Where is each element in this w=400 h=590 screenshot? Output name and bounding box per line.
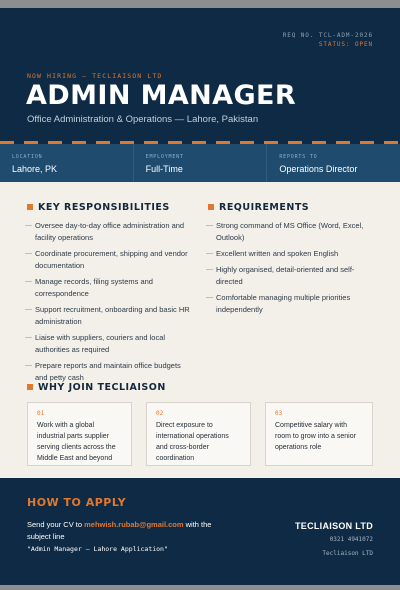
requisition-block xyxy=(283,31,373,49)
company-line: Tecliaison LTD xyxy=(322,550,373,557)
benefit-text: Work with a global industrial parts supplier serving clients across the Middle East and beyond xyxy=(37,422,116,462)
apply-footer xyxy=(0,478,400,590)
benefit-text: Competitive salary with room to grow into a senior operations role xyxy=(275,422,356,451)
info-employment xyxy=(134,144,268,182)
now-hiring-label: NOW HIRING — TECLIAISON LTD xyxy=(27,72,163,80)
benefit-number: 01 xyxy=(37,410,45,417)
list-item: — Highly organised, detail-oriented and self-directed xyxy=(208,264,370,288)
requisition-number: REQ NO. TCL-ADM-2026 xyxy=(282,32,373,39)
responsibilities-heading xyxy=(27,202,170,213)
square-bullet-icon xyxy=(27,204,33,210)
company-phone: 0321 4941072 xyxy=(329,536,373,543)
requirements-heading-text: REQUIREMENTS xyxy=(219,202,310,213)
why-join-heading xyxy=(27,382,166,393)
list-item: — Prepare reports and maintain office budgets and petty cash xyxy=(27,360,195,384)
top-margin-strip xyxy=(0,0,400,8)
benefit-cards xyxy=(27,402,373,466)
list-item: — Support recruitment, onboarding and basic HR administration xyxy=(27,304,195,328)
apply-subject-line: "Admin Manager – Lahore Application" xyxy=(27,545,168,553)
requisition-status: STATUS: OPEN xyxy=(318,41,373,48)
benefit-number: 02 xyxy=(156,410,164,417)
responsibilities-list xyxy=(27,220,195,388)
list-item: — Strong command of MS Office (Word, Excel, Outlook) xyxy=(208,220,370,244)
why-join-heading-text: WHY JOIN TECLIAISON xyxy=(38,382,166,393)
job-subtitle: Office Administration & Operations — Lahore, Pakistan xyxy=(27,114,259,125)
apply-instructions xyxy=(27,519,227,543)
benefit-card xyxy=(265,402,373,466)
benefit-card xyxy=(27,402,132,466)
list-item: — Coordinate procurement, shipping and vendor documentation xyxy=(27,248,195,272)
info-value: Lahore, PK xyxy=(12,164,58,174)
info-location xyxy=(0,144,134,182)
list-item: — Oversee day-to-day office administration and facility operations xyxy=(27,220,195,244)
info-value: Full-Time xyxy=(145,164,183,174)
benefit-card xyxy=(146,402,251,466)
info-label: REPORTS TO xyxy=(279,154,318,160)
list-item: — Manage records, filing systems and correspondence xyxy=(27,276,195,300)
job-info-bar xyxy=(0,144,400,182)
requirements-list xyxy=(208,220,370,320)
list-item: — Excellent written and spoken English xyxy=(208,248,370,260)
list-item: — Comfortable managing multiple priorities independently xyxy=(208,292,370,316)
info-value: Operations Director xyxy=(279,164,358,174)
apply-email-link[interactable]: mehwish.rubab@gmail.com xyxy=(84,520,184,529)
job-title: ADMIN MANAGER xyxy=(26,80,297,111)
apply-text: with the subject line xyxy=(27,520,212,541)
responsibilities-heading-text: KEY RESPONSIBILITIES xyxy=(38,202,170,213)
info-label: EMPLOYMENT xyxy=(145,154,184,160)
how-to-apply-heading: HOW TO APPLY xyxy=(27,496,127,509)
square-bullet-icon xyxy=(208,204,214,210)
square-bullet-icon xyxy=(27,384,33,390)
info-label: LOCATION xyxy=(12,154,43,160)
benefit-number: 03 xyxy=(275,410,283,417)
requirements-heading xyxy=(208,202,309,213)
company-block xyxy=(295,521,373,559)
info-reports-to xyxy=(267,144,400,182)
list-item: — Liaise with suppliers, couriers and local authorities as required xyxy=(27,332,195,356)
benefit-text: Direct exposure to international operations and cross-border coordination xyxy=(156,422,229,462)
bottom-margin-strip xyxy=(0,585,400,590)
company-name: TECLIAISON LTD xyxy=(294,521,373,531)
apply-text: Send your CV to xyxy=(27,520,85,529)
